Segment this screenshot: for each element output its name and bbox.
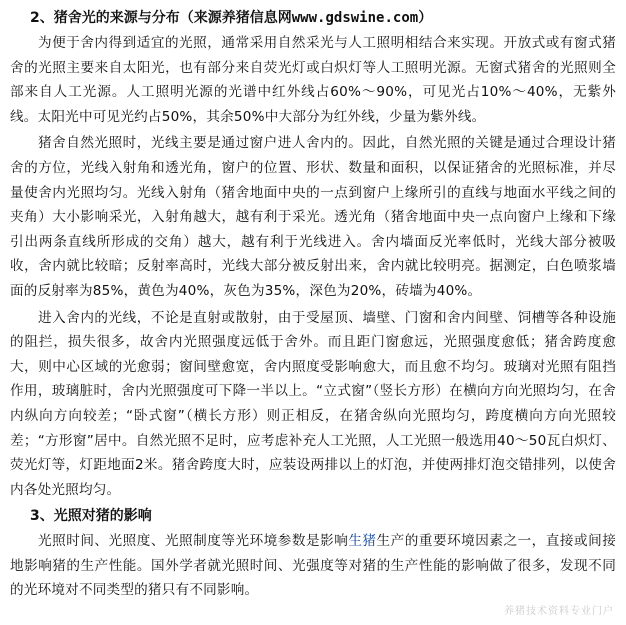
section-2-heading bbox=[30, 6, 616, 30]
paragraph-natural-lighting: 猪舍自然光照时，光线主要是通过窗户进人舍内的。因此，自然光照的关键是通过合理设计猪舍的方位，光线入射角和透光角，窗户的位置、形状、数量和面积，以保证猪舍的光照标准，并尽量使舍内光照均匀。光线入射角（猪舍地面中央的一点到窗户上缘所引的直线与地面水平线之间的夹角）大小影响采光，入射角越大，越有利于采光。透光角（猪舍地面中央一点向窗户上缘和下缘引出两条直线所形成的交角）越大，越有利于光线进入。舍内墙面反光率低时，光线大部分被吸收，舍内就比较暗；反射率高时，光线大部分被反射出来，舍内就比较明亮。据测定，白色喷浆墙面的反射率为85%，黄色为40%，灰色为35%，深色为20%，砖墙为40%。 bbox=[10, 135, 616, 299]
paragraph-light-effects-end: 生产的重要环境因素之一，直接或间接地影响猪的生产性能。国外学者就光照时间、光强度等对猪的生产性能的影响做了很多，发现不同的光环境对不同类型的猪只有不同影响。 bbox=[10, 533, 616, 599]
live-pig-link[interactable]: 生猪 bbox=[348, 533, 377, 550]
section-2-heading-text: 2、猪舍光的来源与分布（来源养猪信息网 bbox=[30, 10, 292, 26]
paragraph-light-distribution: 进入舍内的光线，不论是直射或散射，由于受屋顶、墙壁、门窗和舍内间壁、饲槽等各种设施的阻拦，损失很多，故舍内光照强度远低于舍外。而且距门窗愈远，光照强度愈低；猪舍跨度愈大，则中心区域的光愈弱；窗间壁愈宽，舍内照度受影响愈大，而且愈不均匀。玻璃对光照有阻挡作用，玻璃脏时，舍内光照强度可下降一半以上。“立式窗”（竖长方形）在横向方向光照均匀，在舍内纵向方向较差；“卧式窗”（横长方形）则正相反，在猪舍纵向光照均匀，跨度横向方向光照较差；“方形窗”居中。自然光照不足时，应考虑补充人工光照，人工光照一般选用40～50瓦白炽灯、荧光灯等，灯距地面2米。猪舍跨度大时，应装设两排以上的灯泡，并使两排灯泡交错排列，以使舍内各处光照均匀。 bbox=[10, 309, 616, 498]
source-url: www.gdswine.com bbox=[291, 10, 419, 26]
site-watermark: 养猪技术资料专业门户 bbox=[504, 606, 614, 617]
paragraph-light-sources: 为便于舍内得到适宜的光照，通常采用自然采光与人工照明相结合来实现。开放式或有窗式猪舍的光照主要来自太阳光，也有部分来自荧光灯或白炽灯等人工照明光源。无窗式猪舍的光照则全部来自人工光源。人工照明光源的光谱中红外线占60%～90%，可见光占10%～40%，无紫外线。太阳光中可见光约占50%，其余50%中大部分为红外线，少量为紫外线。 bbox=[10, 35, 616, 125]
paragraph-light-effects bbox=[10, 529, 616, 603]
section-3-heading: 3、光照对猪的影响 bbox=[30, 508, 152, 525]
section-2-heading-close: ） bbox=[418, 10, 433, 26]
paragraph-light-effects-start: 光照时间、光照度、光照制度等光环境参数是影响 bbox=[38, 533, 349, 550]
